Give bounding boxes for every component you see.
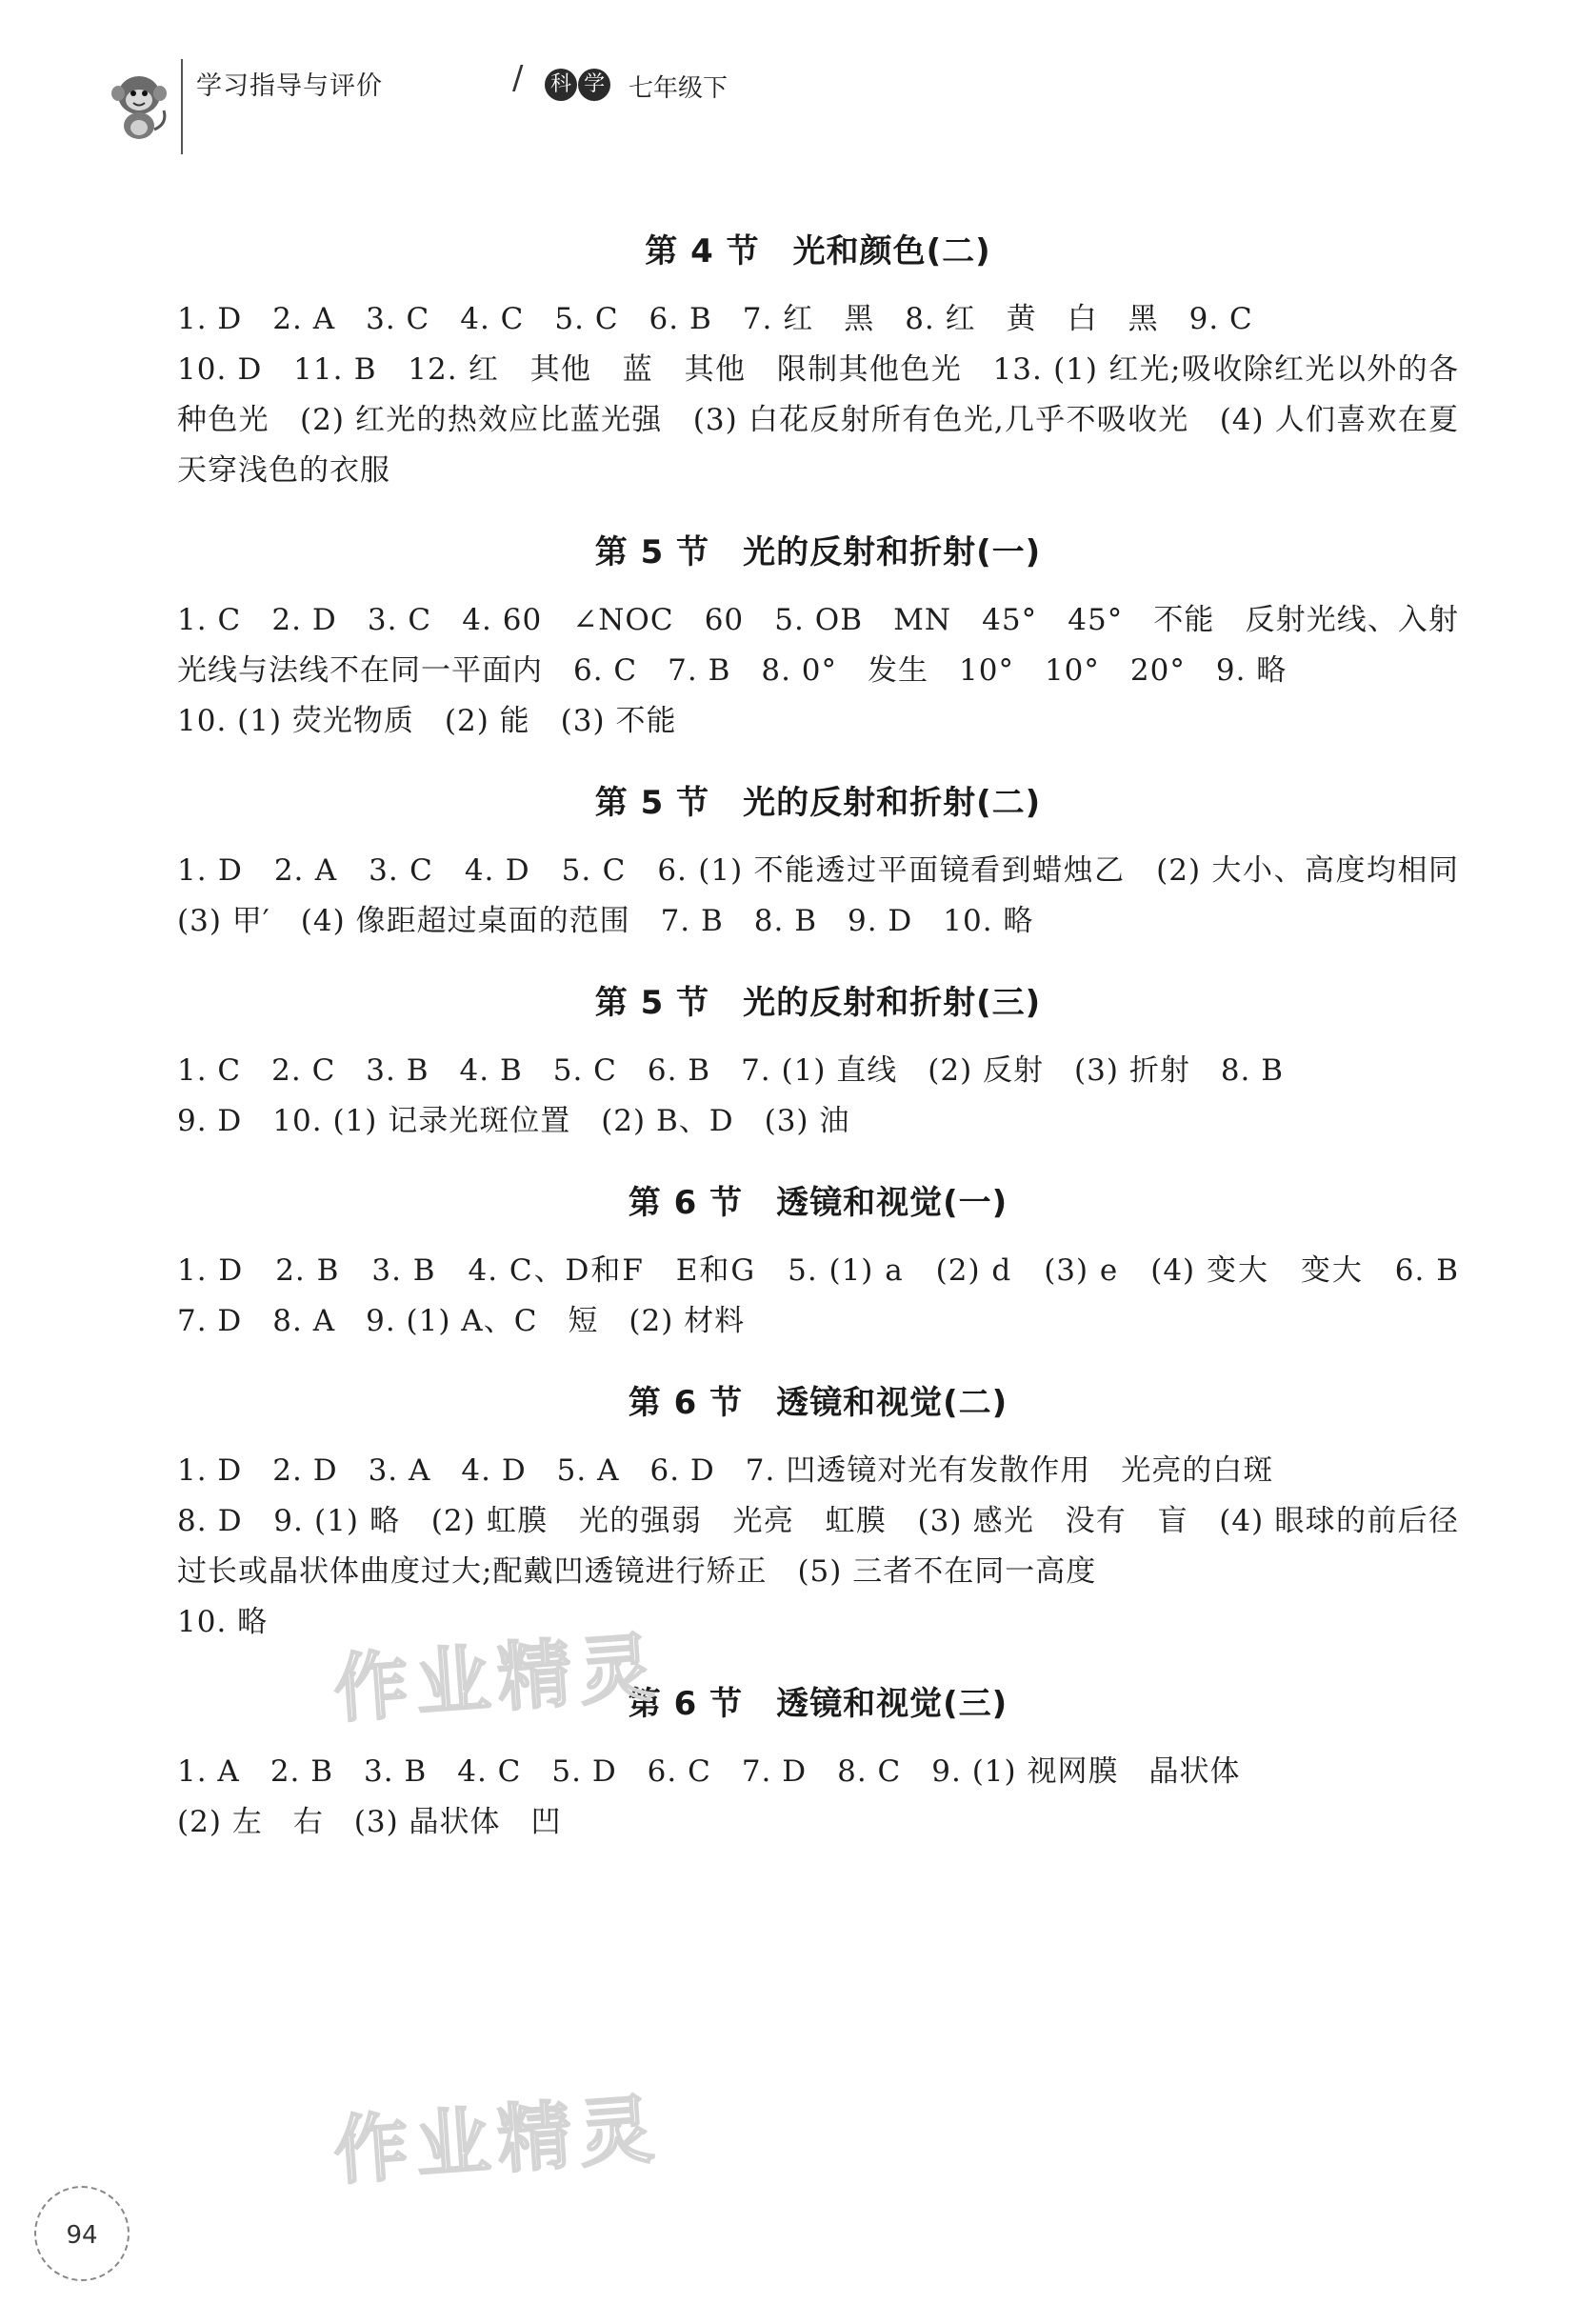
watermark: 作业精灵 [330, 2087, 665, 2195]
answer-line: 1. D 2. D 3. A 4. D 5. A 6. D 7. 凹透镜对光有发散作用 光亮的白斑 [177, 1453, 1274, 1488]
section-title: 第 5 节 光的反射和折射(一) [594, 533, 1042, 571]
watermark: 作业精灵 [330, 1625, 665, 1733]
section-title: 第 5 节 光的反射和折射(三) [594, 984, 1042, 1022]
answer-content [177, 214, 1489, 1848]
book-title: 学习指导与评价 [196, 71, 383, 101]
subject-char: 科 [545, 69, 577, 101]
section-title: 第 6 节 透镜和视觉(一) [628, 1184, 1008, 1222]
answer-line: (2) 左 右 (3) 晶状体 凹 [177, 1805, 562, 1839]
section [177, 973, 1459, 1147]
section [177, 1373, 1459, 1648]
answer-line: 1. D 2. B 3. B 4. C、D和F E和G 5. (1) a (2) d (3) e (4) 变大 变大 6. B 7. D 8. A 9. (1) A、C 短 (2) 材料 [177, 1253, 1489, 1338]
answer-line: 1. A 2. B 3. B 4. C 5. D 6. C 7. D 8. C 9. (1) 视网膜 晶状体 [177, 1754, 1241, 1789]
header-divider [181, 59, 183, 154]
answer-line: 10. 略 [177, 1605, 269, 1639]
answer-line: 1. C 2. C 3. B 4. B 5. C 6. B 7. (1) 直线 (2) 反射 (3) 折射 8. B [177, 1053, 1285, 1088]
subject-badge [545, 69, 607, 103]
answer-line: 8. D 9. (1) 略 (2) 虹膜 光的强弱 光亮 虹膜 (3) 感光 没有 盲 (4) 眼球的前后径过长或晶状体曲度过大;配戴凹透镜进行矫正 (5) 三者不在同一高度 [177, 1504, 1459, 1589]
section [177, 222, 1459, 496]
section-title: 第 4 节 光和颜色(二) [645, 232, 991, 270]
grade-label: 七年级下 [629, 74, 729, 103]
answer-line: 10. (1) 荧光物质 (2) 能 (3) 不能 [177, 704, 677, 738]
section-title: 第 5 节 光的反射和折射(二) [594, 784, 1042, 822]
section-title: 第 6 节 透镜和视觉(三) [628, 1685, 1008, 1723]
answer-line: 10. D 11. B 12. 红 其他 蓝 其他 限制其他色光 13. (1) 红光;吸收除红光以外的各种色光 (2) 红光的热效应比蓝光强 (3) 白花反射所有色光,几乎不吸收光 (4) 人们喜欢在夏天穿浅色的衣服 [177, 352, 1459, 488]
page-header [105, 59, 867, 154]
answer-line: 1. D 2. A 3. C 4. C 5. C 6. B 7. 红 黑 8. 红 黄 白 黑 9. C [177, 302, 1253, 336]
section-title: 第 6 节 透镜和视觉(二) [628, 1384, 1008, 1422]
answer-line: 9. D 10. (1) 记录光斑位置 (2) B、D (3) 油 [177, 1104, 850, 1138]
answer-line: 1. C 2. D 3. C 4. 60 ∠NOC 60 5. OB MN 45° 45° 不能 反射光线、入射光线与法线不在同一平面内 6. C 7. B 8. 0° 发生 10° 10° 20° 9. 略 [177, 603, 1459, 688]
subject-char: 学 [578, 69, 610, 101]
section [177, 1173, 1489, 1347]
monkey-mascot-icon [105, 67, 173, 143]
section [177, 773, 1489, 947]
page-number: 94 [34, 2186, 130, 2281]
answer-line: 1. D 2. A 3. C 4. D 5. C 6. (1) 不能透过平面镜看到蜡烛乙 (2) 大小、高度均相同 (3) 甲′ (4) 像距超过桌面的范围 7. B 8. B 9. D 10. 略 [177, 853, 1489, 938]
section [177, 523, 1459, 747]
title-separator: / [512, 59, 524, 97]
